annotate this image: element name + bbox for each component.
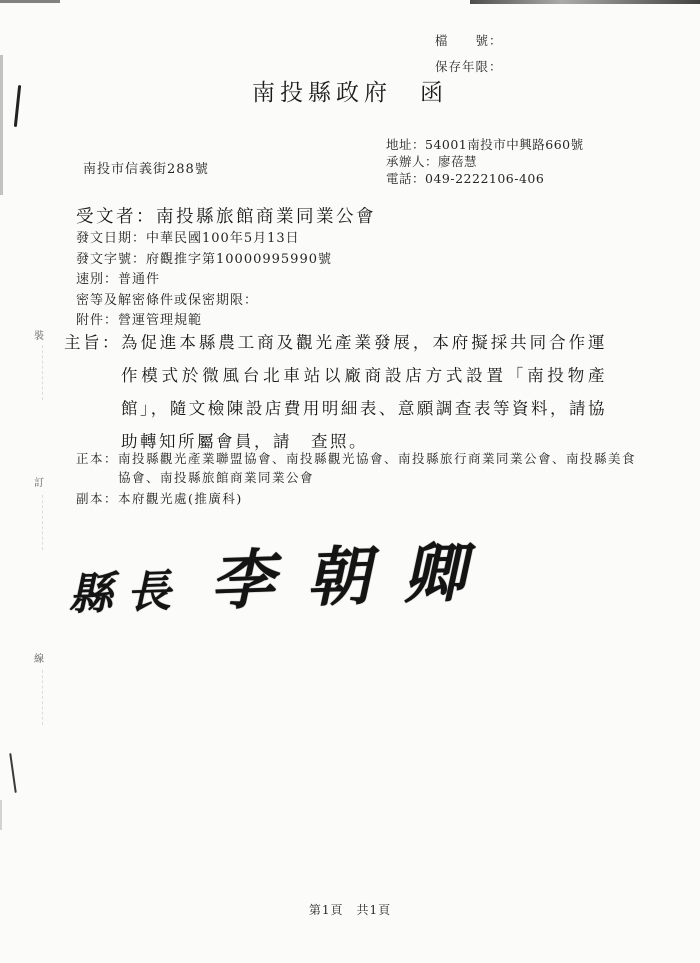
subject-section	[64, 326, 607, 458]
retention-period-label: 保存年限：	[435, 59, 503, 74]
binding-dash-line	[42, 670, 43, 725]
case-officer: 承辦人：廖蓓慧	[386, 154, 478, 169]
phone-number: 電話：049-2222106-406	[386, 171, 545, 186]
original-label: 正本：	[76, 451, 119, 466]
scan-artifact-left-strip-bottom	[0, 800, 2, 830]
agency-address: 地址：54001南投市中興路660號	[386, 137, 584, 152]
page-number-footer: 第1頁 共1頁	[308, 903, 392, 917]
binding-mark-ding: 訂	[34, 478, 44, 489]
subject-label: 主旨：	[64, 333, 121, 352]
scan-artifact-top-streak	[470, 0, 700, 4]
binding-dash-line	[42, 345, 43, 400]
reference-number: 發文字號：府觀推字第10000995990號	[76, 251, 332, 267]
attachment: 附件：營運管理規範	[76, 313, 203, 328]
document-title: 南投縣政府 函	[252, 80, 448, 106]
agency-contact-block	[386, 136, 584, 187]
copy-label: 副本：	[76, 491, 119, 506]
classification: 密等及解密條件或保密期限：	[76, 292, 259, 308]
recipient-mailing-address: 南投市信義街288號	[83, 162, 209, 177]
distribution-section	[76, 449, 638, 508]
subject-body: 為促進本縣農工商及觀光產業發展，本府擬採共同合作運作模式於微風台北車站以廠商設店方式設置「南投物產館」，隨文檢陳設店費用明細表、意願調查表等資料，請協助轉知所屬會員，請 查照。	[121, 333, 607, 451]
document-meta-block	[76, 229, 332, 332]
scan-artifact-slash-lower	[9, 753, 17, 793]
issue-date: 發文日期：中華民國100年5月13日	[76, 231, 300, 246]
binding-mark-zhuang: 裝	[34, 331, 44, 342]
scan-artifact-top-left	[0, 0, 60, 3]
copy-recipients-row	[76, 489, 638, 508]
signature-name: 李朝卿	[208, 534, 500, 620]
original-recipients: 南投縣觀光產業聯盟協會、南投縣觀光協會、南投縣旅行商業同業公會、南投縣美食協會、南投縣旅館商業同業公會	[118, 451, 637, 485]
magistrate-signature	[67, 521, 500, 628]
file-retention-block	[435, 28, 503, 80]
original-recipients-row	[76, 449, 638, 487]
signature-title: 縣長	[67, 565, 186, 621]
recipient-line: 受文者：南投縣旅館商業同業公會	[76, 207, 376, 227]
binding-mark-xian: 線	[34, 654, 44, 665]
binding-dash-line	[42, 495, 43, 550]
file-number-label: 檔 號：	[435, 33, 503, 48]
priority: 速別：普通件	[76, 272, 161, 287]
copy-recipients: 本府觀光處(推廣科)	[118, 491, 243, 506]
